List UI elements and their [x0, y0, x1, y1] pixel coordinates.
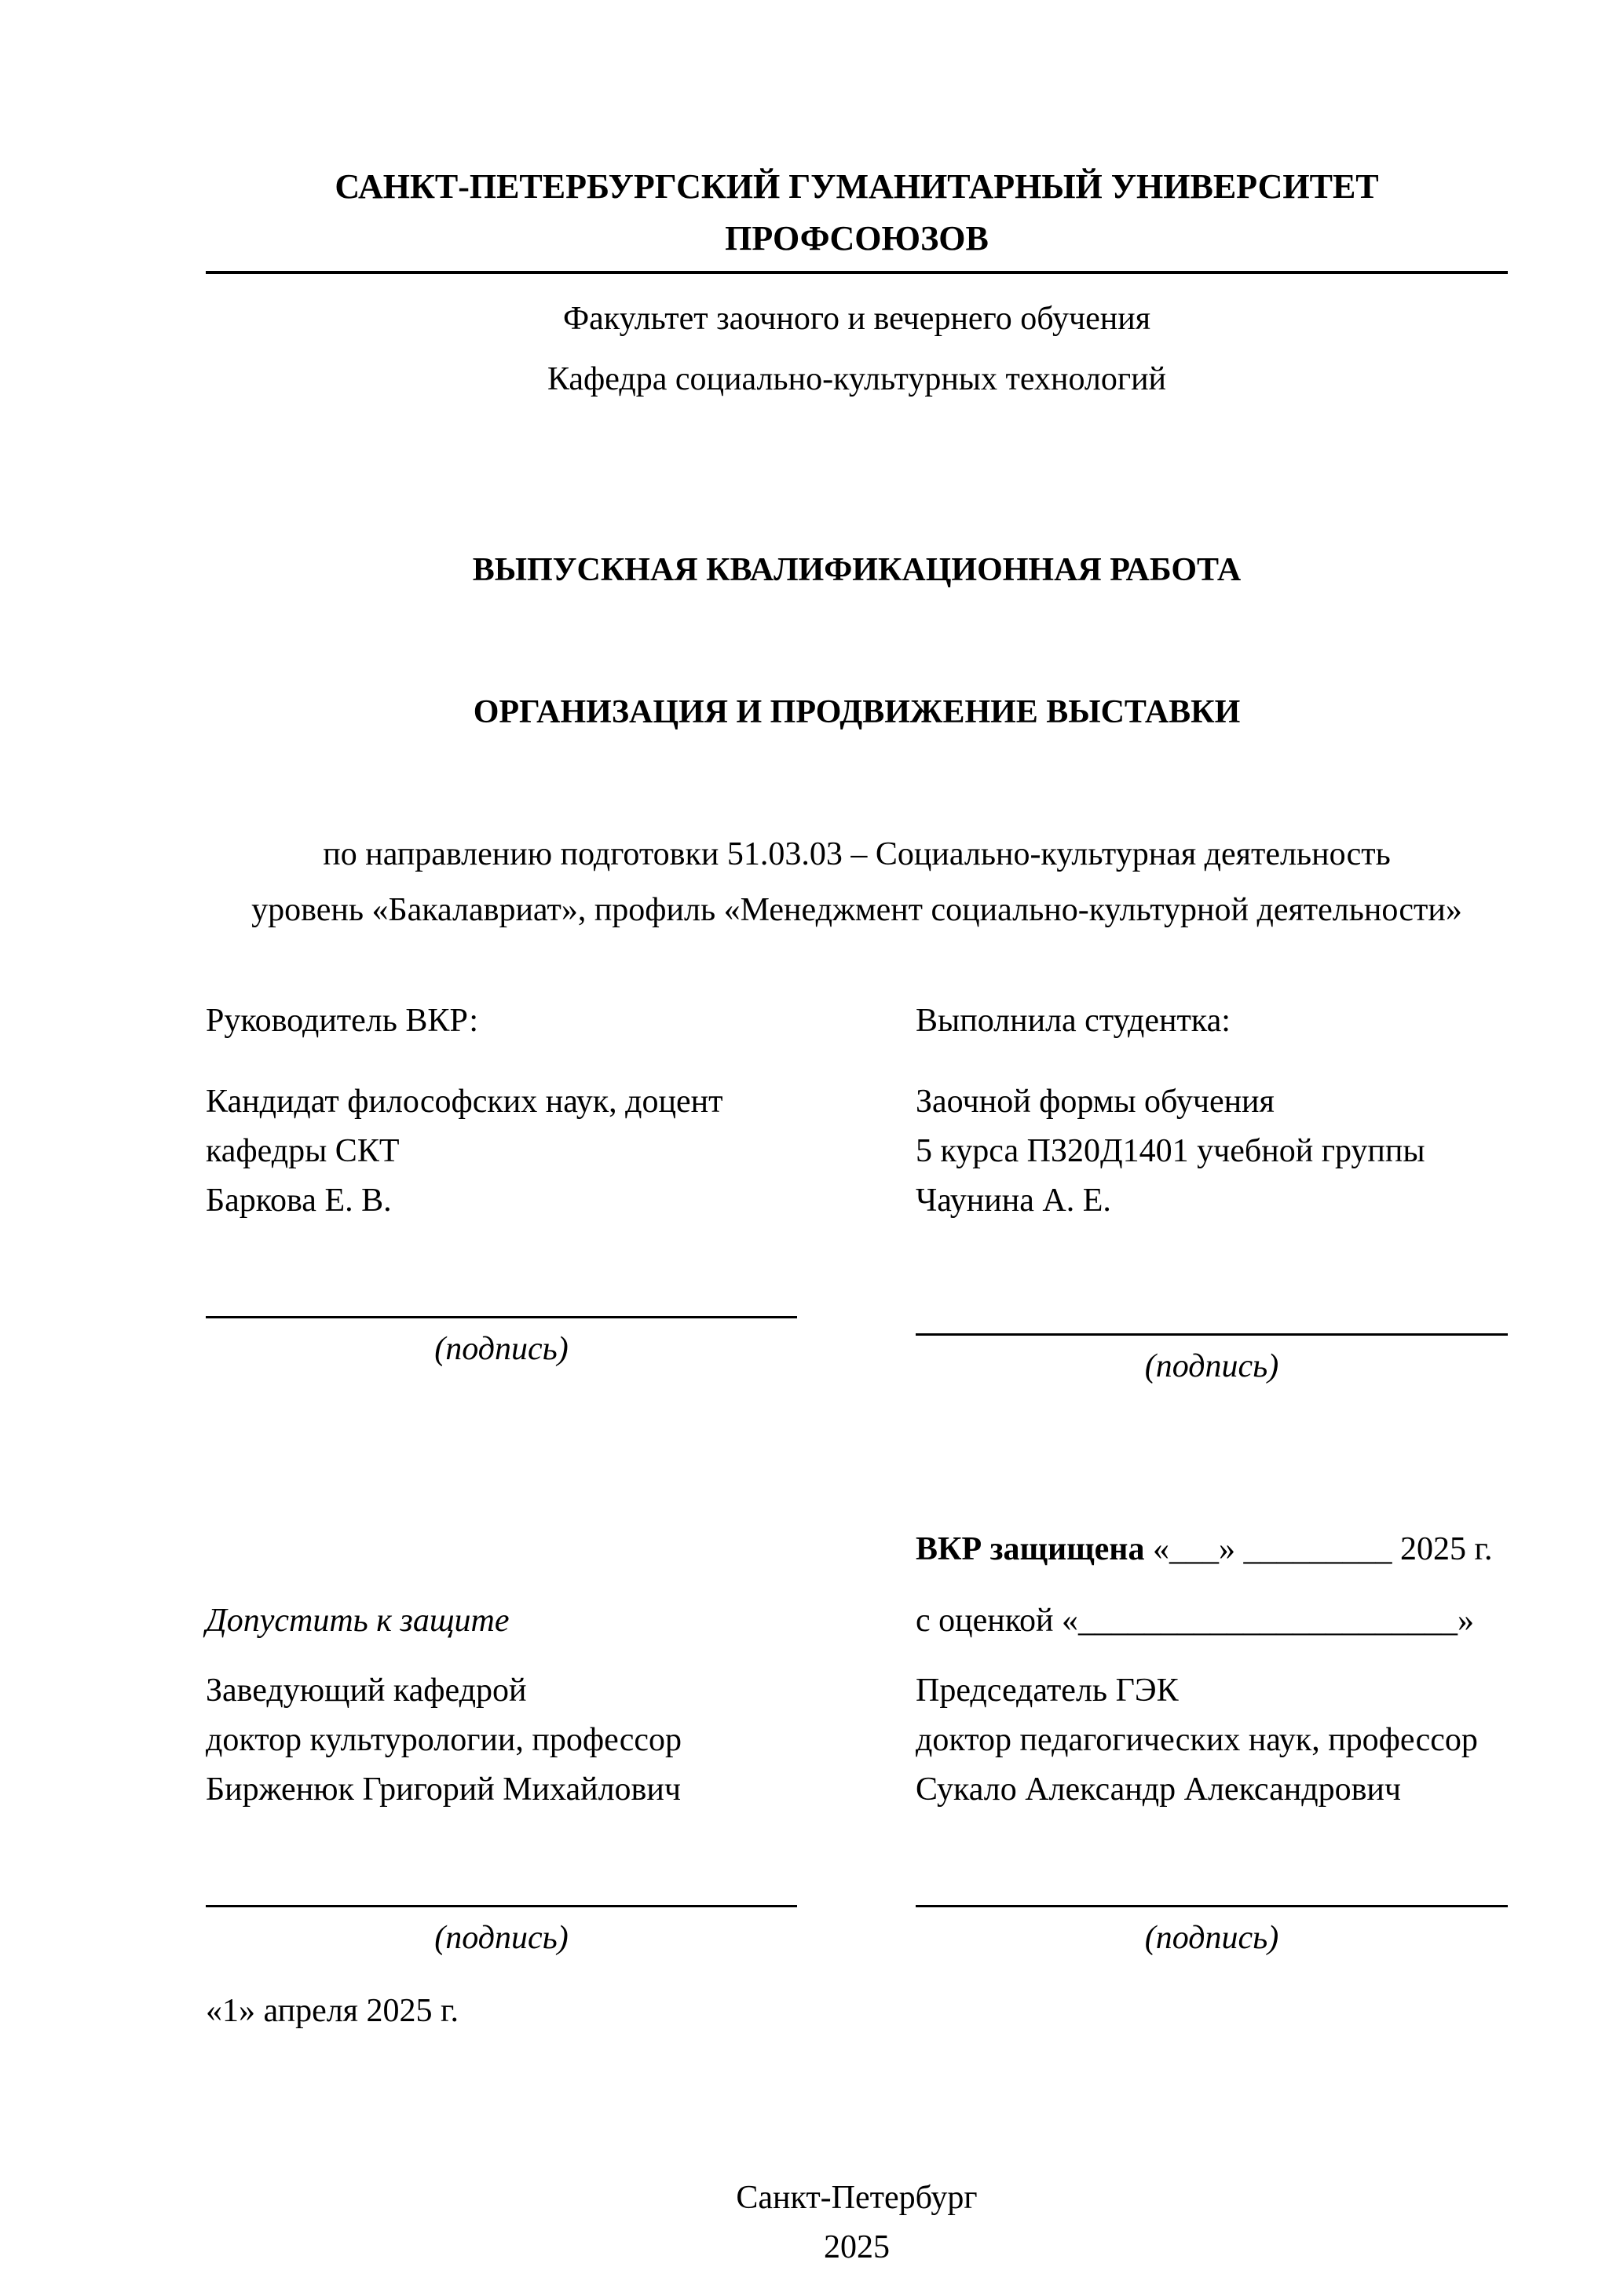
- defended-label: ВКР защищена: [916, 1531, 1145, 1567]
- defense-status-line: [916, 1525, 1508, 1574]
- supervisor-info: [206, 1077, 797, 1226]
- head-of-department-title: Заведующий кафедрой: [206, 1673, 527, 1709]
- supervisor-degree-line: Кандидат философских наук, доцент: [206, 1084, 723, 1120]
- student-signature-block: [916, 1316, 1508, 1391]
- admit-to-defense-label: Допустить к защите: [206, 1603, 510, 1639]
- direction-line: по направлению подготовки 51.03.03 – Социально-культурная деятельность: [323, 836, 1391, 872]
- department-line: Кафедра социально-культурных технологий: [547, 361, 1167, 397]
- footer: [206, 2174, 1508, 2272]
- student-form-line: Заочной формы обучения: [916, 1084, 1275, 1120]
- chair-degree-line: доктор педагогических наук, профессор: [916, 1722, 1478, 1758]
- head-signature-block: [206, 1905, 797, 1963]
- signature-caption: (подпись): [434, 1331, 569, 1367]
- level-line: уровень «Бакалавриат», профиль «Менеджмент социально-культурной деятельности»: [251, 892, 1462, 928]
- signature-line: [206, 1316, 797, 1318]
- supervisor-department-line: кафедры СКТ: [206, 1133, 400, 1169]
- department-head-info: [206, 1666, 797, 1815]
- signature-caption: (подпись): [434, 1920, 569, 1956]
- chair-signature-block: [916, 1905, 1508, 1963]
- work-title-heading: ОРГАНИЗАЦИЯ И ПРОДВИЖЕНИЕ ВЫСТАВКИ: [473, 694, 1241, 730]
- defense-date: «1» апреля 2025 г.: [206, 1993, 459, 2029]
- signature-line: [206, 1905, 797, 1907]
- student-group-line: 5 курса ПЗ20Д1401 учебной группы: [916, 1133, 1425, 1169]
- footer-city: Санкт-Петербург: [736, 2180, 978, 2216]
- supervisor-label: Руководитель ВКР:: [206, 1003, 479, 1039]
- signature-line: [916, 1905, 1508, 1907]
- student-info: [916, 1077, 1508, 1226]
- chair-name: Сукало Александр Александрович: [916, 1771, 1402, 1808]
- faculty-line: Факультет заочного и вечернего обучения: [562, 301, 1151, 337]
- supervisor-signature-block: [206, 1316, 797, 1374]
- supervisor-name: Баркова Е. В.: [206, 1183, 392, 1219]
- signature-line: [916, 1333, 1508, 1336]
- signatures-section: [206, 996, 1508, 2036]
- student-label: Выполнила студентка:: [916, 1003, 1231, 1039]
- committee-chair-info: [916, 1666, 1508, 1815]
- work-type-heading: ВЫПУСКНАЯ КВАЛИФИКАЦИОННАЯ РАБОТА: [472, 552, 1242, 588]
- student-name: Чаунина А. Е.: [916, 1183, 1111, 1219]
- signature-caption: (подпись): [1144, 1920, 1279, 1956]
- university-title: САНКТ-ПЕТЕРБУРГСКИЙ ГУМАНИТАРНЫЙ УНИВЕРСИТЕТ ПРОФСОЮЗОВ: [206, 161, 1508, 274]
- grade-line: с оценкой «_______________________»: [916, 1603, 1474, 1639]
- defended-blank: «___» _________ 2025 г.: [1152, 1531, 1493, 1567]
- signature-caption: (подпись): [1144, 1348, 1279, 1384]
- committee-chair-title: Председатель ГЭК: [916, 1673, 1179, 1709]
- footer-year: 2025: [824, 2229, 890, 2265]
- head-name: Бирженюк Григорий Михайлович: [206, 1771, 681, 1808]
- head-degree-line: доктор культурологии, профессор: [206, 1722, 682, 1758]
